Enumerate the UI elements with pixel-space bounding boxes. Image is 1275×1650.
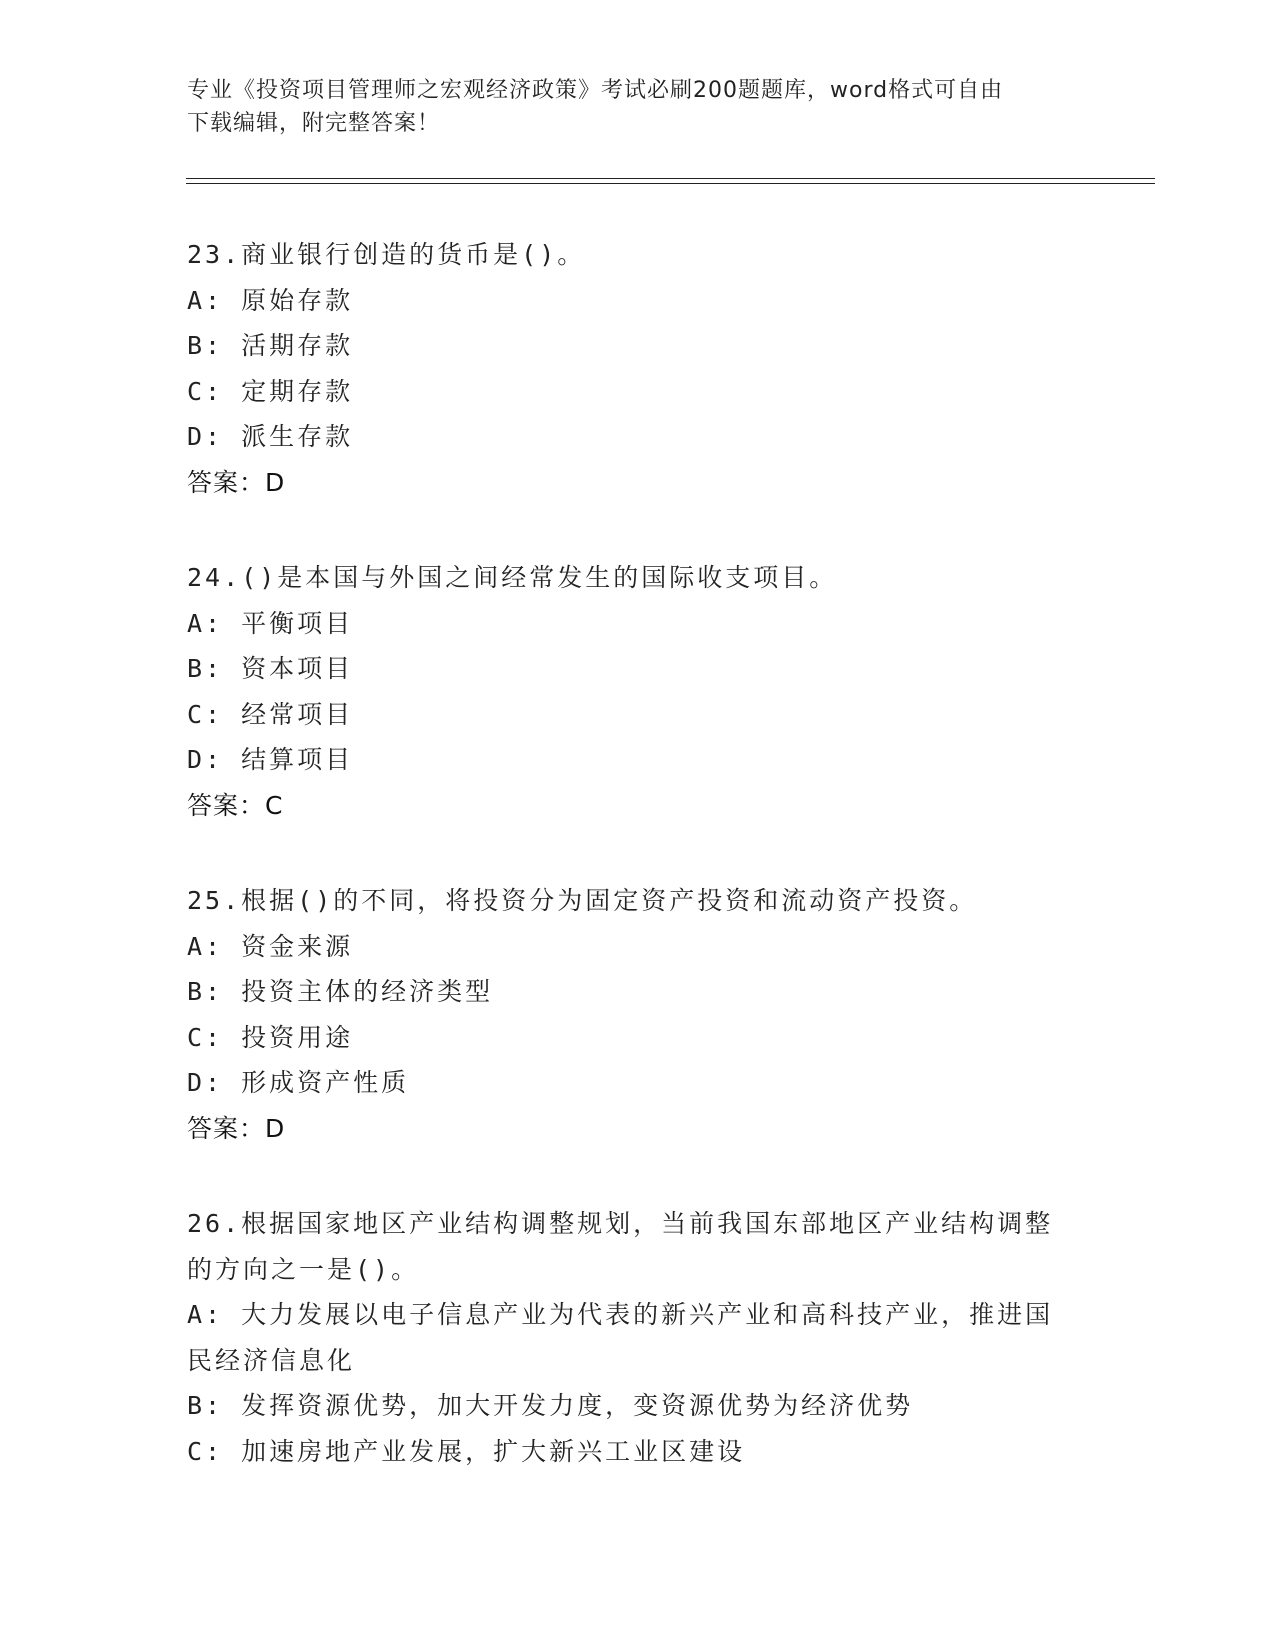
option-d: D: 形成资产性质 — [187, 1068, 410, 1097]
question-23 — [187, 232, 1087, 505]
option-a-line-1: A: 大力发展以电子信息产业为代表的新兴产业和高科技产业，推进国 — [187, 1300, 1054, 1329]
option-d: D: 结算项目 — [187, 745, 354, 774]
option-d: D: 派生存款 — [187, 422, 354, 451]
answer-text: 答案：D — [187, 1113, 286, 1143]
option-a-line-2: 民经济信息化 — [187, 1345, 356, 1375]
option-b: B: 发挥资源优势，加大开发力度，变资源优势为经济优势 — [187, 1391, 914, 1420]
header-divider-top — [186, 178, 1155, 179]
header-divider-bottom — [186, 183, 1155, 184]
option-c: C: 加速房地产业发展，扩大新兴工业区建设 — [187, 1436, 746, 1466]
option-a: A: 原始存款 — [187, 285, 354, 315]
option-a: A: 平衡项目 — [187, 608, 354, 638]
document-header — [187, 74, 1067, 140]
header-line-2: 下载编辑，附完整答案！ — [187, 111, 441, 136]
question-stem-line-2: 的方向之一是()。 — [187, 1254, 420, 1284]
option-c: C: 定期存款 — [187, 376, 354, 406]
question-24 — [187, 555, 1087, 828]
option-c: C: 投资用途 — [187, 1022, 354, 1052]
question-list — [187, 232, 1087, 1524]
answer-text: 答案：D — [187, 467, 286, 497]
option-b: B: 资本项目 — [187, 654, 354, 683]
question-stem: 24.()是本国与外国之间经常发生的国际收支项目。 — [187, 563, 838, 592]
option-c: C: 经常项目 — [187, 699, 354, 729]
header-line-1: 专业《投资项目管理师之宏观经济政策》考试必刷200题题库，word格式可自由 — [187, 78, 1004, 103]
question-stem: 25.根据()的不同，将投资分为固定资产投资和流动资产投资。 — [187, 886, 978, 915]
option-b: B: 投资主体的经济类型 — [187, 977, 494, 1006]
option-b: B: 活期存款 — [187, 331, 354, 360]
question-stem: 23.商业银行创造的货币是()。 — [187, 240, 586, 269]
question-25 — [187, 878, 1087, 1151]
option-a: A: 资金来源 — [187, 931, 354, 961]
answer-text: 答案：C — [187, 790, 284, 820]
question-26 — [187, 1201, 1087, 1474]
question-stem-line-1: 26.根据国家地区产业结构调整规划，当前我国东部地区产业结构调整 — [187, 1209, 1054, 1238]
